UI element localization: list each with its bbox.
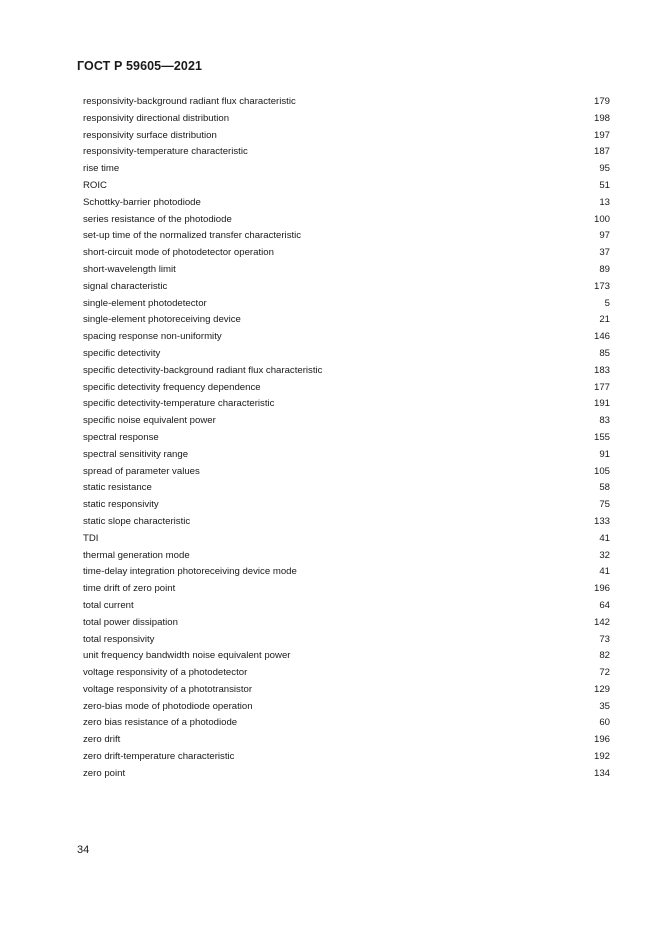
index-term: total responsivity [83,633,155,645]
index-page-ref: 95 [599,163,610,175]
index-page-ref: 5 [604,297,610,309]
index-entry [83,128,610,145]
index-term: short-circuit mode of photodetector operation [83,247,274,259]
term-index-list [83,94,610,783]
index-page-ref: 64 [599,599,610,611]
index-term: static slope characteristic [83,515,191,527]
index-term: zero drift [83,734,121,746]
index-term: thermal generation mode [83,549,190,561]
index-entry [83,363,610,380]
index-term: zero drift-temperature characteristic [83,751,235,763]
index-page-ref: 187 [593,146,610,158]
index-entry [83,497,610,514]
index-page-ref: 58 [599,482,610,494]
index-term: static responsivity [83,499,159,511]
index-entry [83,111,610,128]
index-term: specific detectivity [83,347,161,359]
index-entry [83,464,610,481]
index-page-ref: 192 [593,751,610,763]
index-entry [83,682,610,699]
index-term: static resistance [83,482,152,494]
index-page-ref: 196 [593,583,610,595]
index-entry [83,178,610,195]
index-term: series resistance of the photodiode [83,213,232,225]
index-page-ref: 183 [593,364,610,376]
index-term: zero-bias mode of photodiode operation [83,700,253,712]
index-page-ref: 91 [599,448,610,460]
index-entry [83,279,610,296]
index-term: time drift of zero point [83,583,176,595]
index-entry [83,212,610,229]
index-entry [83,749,610,766]
index-page-ref: 198 [593,112,610,124]
index-page-ref: 72 [599,667,610,679]
index-entry [83,161,610,178]
index-entry [83,296,610,313]
index-page-ref: 105 [593,465,610,477]
page-number: 34 [77,844,90,856]
index-term: responsivity directional distribution [83,112,230,124]
index-term: time-delay integration photoreceiving device mode [83,566,297,578]
index-term: specific detectivity-temperature characteristic [83,398,275,410]
index-page-ref: 41 [599,532,610,544]
index-page-ref: 51 [599,179,610,191]
index-page-ref: 83 [599,415,610,427]
index-term: zero bias resistance of a photodiode [83,717,238,729]
index-page-ref: 196 [593,734,610,746]
index-page-ref: 133 [593,515,610,527]
index-page-ref: 191 [593,398,610,410]
index-entry [83,514,610,531]
index-entry [83,245,610,262]
index-page-ref: 97 [599,230,610,242]
index-term: specific noise equivalent power [83,415,216,427]
index-page-ref: 37 [599,247,610,259]
index-term: unit frequency bandwidth noise equivalent power [83,650,291,662]
index-page-ref: 32 [599,549,610,561]
index-page-ref: 35 [599,700,610,712]
index-term: spread of parameter values [83,465,200,477]
index-entry [83,581,610,598]
index-term: total power dissipation [83,616,178,628]
index-term: specific detectivity-background radiant flux characteristic [83,364,323,376]
index-page-ref: 82 [599,650,610,662]
index-page-ref: 100 [593,213,610,225]
index-entry [83,564,610,581]
index-entry [83,715,610,732]
document-header: ГОСТ Р 59605—2021 [77,59,203,73]
index-entry [83,380,610,397]
index-term: signal characteristic [83,280,168,292]
index-entry [83,447,610,464]
index-entry [83,413,610,430]
index-entry [83,732,610,749]
index-term: set-up time of the normalized transfer characteristic [83,230,302,242]
index-page-ref: 134 [593,767,610,779]
index-entry [83,346,610,363]
index-entry [83,665,610,682]
index-page-ref: 142 [593,616,610,628]
index-term: single-element photoreceiving device [83,314,241,326]
index-page-ref: 179 [593,96,610,107]
index-term: Schottky-barrier photodiode [83,196,201,208]
index-entry [83,766,610,783]
index-term: voltage responsivity of a photodetector [83,667,248,679]
index-page-ref: 155 [593,431,610,443]
index-entry [83,699,610,716]
index-entry [83,195,610,212]
index-term: ROIC [83,179,107,191]
index-term: responsivity surface distribution [83,129,217,141]
index-entry [83,329,610,346]
index-page-ref: 146 [593,331,610,343]
index-page-ref: 129 [593,683,610,695]
index-entry [83,598,610,615]
index-page-ref: 60 [599,717,610,729]
index-entry [83,531,610,548]
index-page-ref: 75 [599,499,610,511]
index-page-ref: 13 [599,196,610,208]
index-entry [83,648,610,665]
index-term: single-element photodetector [83,297,207,309]
index-entry [83,144,610,161]
index-entry [83,262,610,279]
index-page-ref: 89 [599,263,610,275]
index-page-ref: 197 [593,129,610,141]
index-term: TDI [83,532,99,544]
index-term: spectral sensitivity range [83,448,189,460]
index-page-ref: 85 [599,347,610,359]
index-term: spectral response [83,431,159,443]
index-page-ref: 173 [593,280,610,292]
index-entry [83,480,610,497]
index-term: responsivity-background radiant flux characteristic [83,96,296,107]
index-entry [83,228,610,245]
index-entry [83,615,610,632]
index-page-ref: 21 [599,314,610,326]
index-page-ref: 177 [593,381,610,393]
index-entry [83,548,610,565]
index-term: total current [83,599,134,611]
index-page-ref: 73 [599,633,610,645]
index-entry [83,312,610,329]
index-entry [83,94,610,111]
index-term: responsivity-temperature characteristic [83,146,248,158]
index-term: rise time [83,163,120,175]
index-term: voltage responsivity of a phototransistor [83,683,253,695]
index-entry [83,430,610,447]
index-entry [83,632,610,649]
index-entry [83,396,610,413]
index-term: specific detectivity frequency dependence [83,381,261,393]
index-term: short-wavelength limit [83,263,176,275]
index-term: zero point [83,767,126,779]
index-page-ref: 41 [599,566,610,578]
index-term: spacing response non-uniformity [83,331,222,343]
